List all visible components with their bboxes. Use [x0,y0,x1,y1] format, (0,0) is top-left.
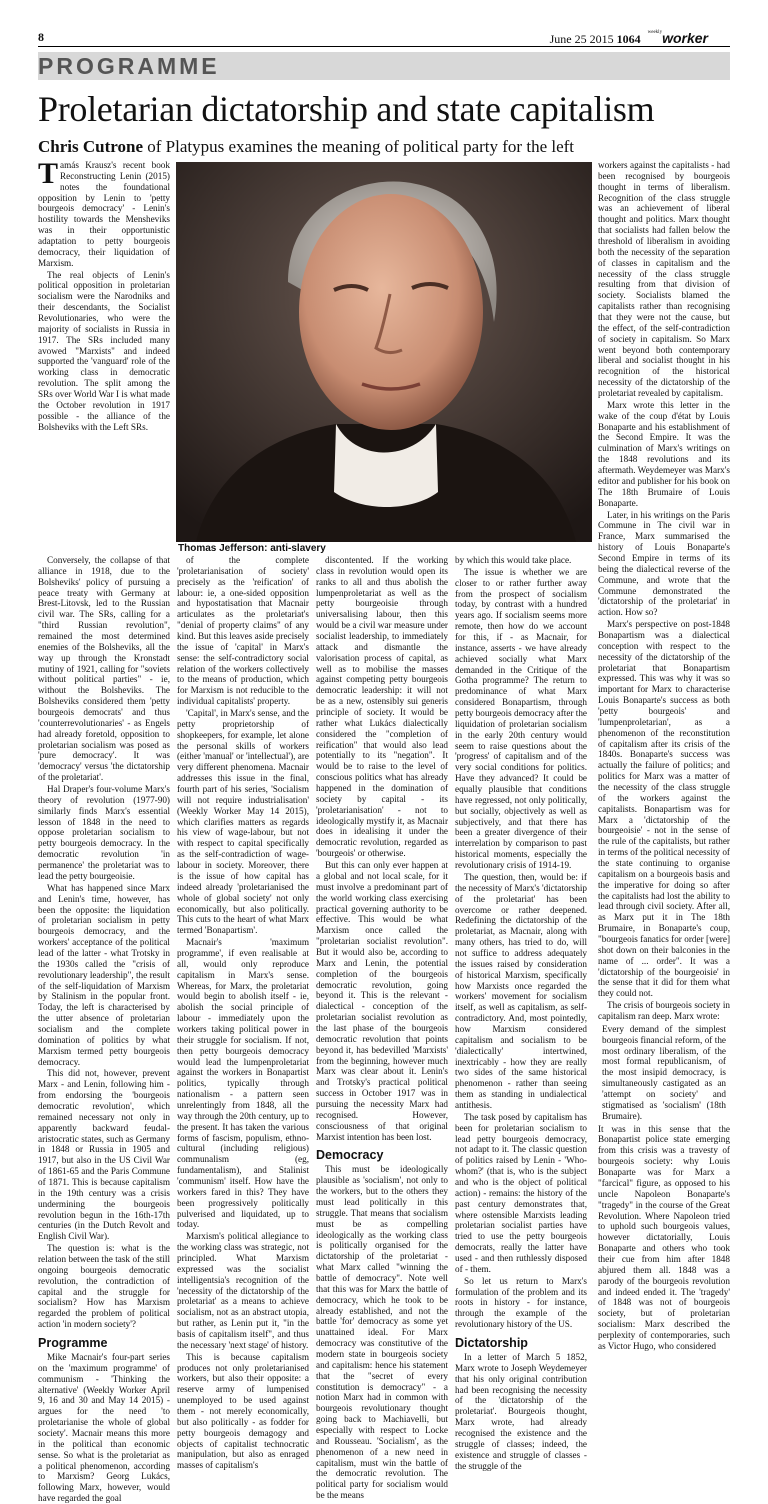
paragraph: by which this would take place. [455,555,572,565]
column-5 [598,160,730,1351]
portrait-image [176,162,592,542]
column-1-top [38,157,170,550]
subheading-dictatorship: Dictatorship [455,1336,528,1351]
paragraph: Marx wrote this letter in the wake of the coup d'état by Louis Bonaparte and his establishment of the Second Empire. It was the culmination of Marx's writings on the 1848 revolutions and its aftermath. Weydemeyer was Marx's editor and publisher for his book on The 18th Brumaire of Louis Bonaparte. [598,399,730,508]
paragraph: The issue is whether we are closer to or rather further away from the prospect of socialism today, by contrast with a hundred years ago. If socialism seems more remote, then how do we account for this, if - as Macnair, for instance, asserts - we have already achieved socially what Marx demanded in the Critique of the Gotha programme? The return to predominance of what Marx considered Bonapartism, through petty bourgeois democracy after the liquidation of proletarian socialism in the early 20th century would seem to raise questions about the 'progress' of capitalism and of the very social conditions for politics. Have they advanced? It could be equally plausible that conditions have regressed, not only politically, but socially, objectively as well as subjectively, and that there has been a greater divergence of their interrelation by comparison to past historical moments, especially the revolutionary crisis of 1914-19. [455,566,587,871]
paragraph: But this can only ever happen at a global and not local scale, for it must involve a predominant part of the world working class exercising practical governing authority to be effective. This would be what Marxism once called the "proletarian socialist revolution". But it would also be, according to Marx and Lenin, the potential completion of the bourgeois democratic revolution, going beyond it. This is the relevant - dialectical - conception of the proletarian socialist revolution as the last phase of the bourgeois democratic revolution that points beyond it, has bedevilled 'Marxists' from the beginning, however much Marx was clear about it. Lenin's and Trotsky's practical political success in October 1917 was in pursuing the necessity Marx had recognised. However, consciousness of that original Marxist intention has been lost. [316,860,448,1142]
paragraph: amás Krausz's recent book Reconstructing Lenin (2015) notes the foundational opposition by Lenin to 'petty bourgeois democracy' - Lenin's hostility towards the Mensheviks was in their opportunistic adaptation to petty bourgeois democracy, their liquidation of Marxism. [38,160,170,268]
issue-date: June 25 2015 [549,32,614,46]
paragraph: Hal Draper's four-volume Marx's theory of revolution (1977-90) similarly finds Marx's essential lesson of 1848 in the need to oppose proletarian socialism to petty bourgeois democracy. In the democratic revolution 'in permanence' the proletariat was to lead the petty bourgeoisie. [38,784,170,881]
paragraph: Later, in his writings on the Paris Commune in The civil war in France, Marx summarised the history of Louis Bonaparte's Second Empire in terms of its being the dialectical reverse of the Commune, and wrote that the Commune demonstrated the 'dictatorship of the proletariat' in action. How so? [598,509,730,618]
column-4 [455,555,587,1471]
author-name: Chris Cutrone [38,137,143,156]
issue-number: 1064 [616,32,641,46]
paragraph: So let us return to Marx's formulation of the problem and its roots in history - for instance, through the example of the revolutionary history of the US. [455,1275,587,1330]
paragraph: Macnair's 'maximum programme', if even realisable at all, would only reproduce capitalism in Marx's sense. Whereas, for Marx, the proletariat would begin to abolish itself - ie, abolish the social principle of labour - immediately upon the workers taking political power in their struggle for socialism. If not, then petty bourgeois democracy would lead the lumpenproletariat against the workers in Bonapartist politics, typically through nationalism - a pattern seen unrelentingly from 1848, all the way through the 20th century, up to the present. It has taken the various forms of fascism, populism, ethno-cultural (including religious) communalism (eg, fundamentalism), and Stalinist 'communism' itself. How have the workers fared in this? They have been progressively politically pulverised and liquidated, up to today. [177,937,309,1230]
subheading-programme: Programme [38,1336,108,1351]
paragraph: The question, then, would be: if the necessity of Marx's 'dictatorship of the proletariat' has been overcome or rather deepened. Redefining the dictatorship of the proletariat, as Macnair, along with many others, has tried to do, will not suffice to address adequately the issues raised by consideration of historical Marxism, specifically how Marxists once regarded the workers' movement for socialism itself, as well as capitalism, as self-contradictory. And, most pointedly, how Marxism considered capitalism and socialism to be 'dialectically' intertwined, inextricably - how they are really two sides of the same historical phenomenon - rather than seeing them as standing in undialectical antithesis. [455,871,587,1110]
logo-superscript: weekly [647,30,663,35]
paragraph: This did not, however, prevent Marx - and Lenin, following him - from endorsing the 'bourgeois democratic revolution', which remained necessary not only in apparently backward feudal-aristocratic states, such as Germany in 1848 or Russia in 1905 and 1917, but also in the US Civil War of 1861-65 and the Paris Commune of 1871. This is because capitalism in the 19th century was a crisis undermining the bourgeois revolution begun in the 16th-17th centuries (in the Dutch Revolt and English Civil War). [38,1068,170,1242]
masthead [550,30,708,47]
paragraph: of the complete 'proletarianisation of society' precisely as the 'reification' of labour: ie, a one-sided opposition and hypostatisation that Macnair articulates as the proletariat's "denial of property claims" of any kind. But this leaves aside precisely the issue of 'capital' in Marx's sense: the self-contradictory social relation of the workers collectively to the means of production, which for Marxism is not reducible to the individual capitalists' property. [177,555,309,707]
portrait-face [299,194,483,430]
paragraph: workers against the capitalists - had been recognised by bourgeois thought in terms of liberalism. Recognition of the class struggle was an achievement of liberal thought and politics. Marx thought that socialists had fallen below the threshold of liberalism in avoiding both the necessity of the separation of classes in capitalism and the necessity of the class struggle resulting from that division of society. Socialists blamed the capitalists rather than recognising that they were not the cause, but the effect, of the self-contradiction of society in capitalism. So Marx went beyond both contemporary liberal and socialist thought in his recognition of the historical necessity of the dictatorship of the proletariat revealed by capitalism. [598,160,730,399]
image-caption: Thomas Jefferson: anti-slavery [178,543,326,554]
standfirst-text: of Platypus examines the meaning of political party for the left [143,137,575,156]
paragraph: discontented. If the working class in revolution would open its ranks to all and thus abolish the lumpenproletariat as well as the petty bourgeoisie through universalising labour, then this would be a civil war measure under socialist leadership, to immediately attack and dismantle the valorisation process of capital, as well as to mobilise the masses against competing petty bourgeois democratic leadership: it will not be as a new, ostensibly sui generis principle of society. It would be rather what Lukács dialectically considered the "completion of reification" that would also lead potentially to its "negation". It would be to raise to the level of conscious politics what has already happened in the domination of society by capital - its 'proletarianisation' - not to ideologically mystify it, as Macnair does in idealising it under the democratic revolution, regarded as 'bourgeois' or otherwise. [316,555,448,859]
standfirst [38,137,738,157]
paragraph: Marxism's political allegiance to the working class was strategic, not principled. What Marxism expressed was the socialist intelligentsia's recognition of the 'necessity of the dictatorship of the proletariat' as a means to achieve socialism, not as an abstract utopia, but rather, as Lenin put it, "in the basis of capitalism itself", and thus the necessary 'next stage' of history. [177,1231,309,1350]
paragraph: This is because capitalism produces not only proletarianised workers, but also their opposite: a reserve army of lumpenised unemployed to be used against them - not merely economically, but also politically - as fodder for petty bourgeois demagogy and objects of capitalist technocratic manipulation, but also as enraged masses of capitalism's [177,1351,309,1471]
column-3 [316,555,448,1501]
paragraph: This must be ideologically plausible as 'socialism', not only to the workers, but to the others they must lead politically in this struggle. That means that socialism must be as compelling ideologically as the working class is politically organised for the dictatorship of the proletariat - what Marx called "winning the battle of democracy". Note well that this was for Marx the battle of democracy, which he took to be already established, and not the battle 'for' democracy as some yet unattained ideal. For Marx democracy was constitutive of the modern state in bourgeois society and capitalism: hence his statement that the "secret of every constitution is democracy" - a notion Marx had in common with bourgeois revolutionary thought going back to Machiavelli, but especially with respect to Locke and Rousseau. 'Socialism', as the phenomenon of a new need in capitalism, must win the battle of the democratic revolution. The political party for socialism would be the means [316,1164,448,1501]
paragraph: The task posed by capitalism has been for proletarian socialism to lead petty bourgeois democracy, not adapt to it. The classic question of politics raised by Lenin - 'Who-whom?' (that is, who is the subject and who is the object of political action) - remains: the history of the past century demonstrates that, where ostensible Marxists leading proletarian socialist parties have tried to use the petty bourgeois democrats, really the latter have used - and then ruthlessly disposed of - them. [455,1111,587,1274]
headline: Proletarian dictatorship and state capitalism [38,89,655,129]
paragraph: What has happened since Marx and Lenin's time, however, has been the opposite: the liquidation of proletarian socialism in petty bourgeois democracy, and the workers' acceptance of the political lead of the latter - what Trotsky in the 1930s called the "crisis of revolutionary leadership", the result of the self-liquidation of Marxism by Stalinism in the popular front. Today, the left is characterised by the utter absence of proletarian socialism and the complete domination of politics by what Marxism termed petty bourgeois democracy. [38,882,170,1067]
column-2 [177,555,309,1471]
portrait-illustration [176,162,592,542]
paragraph: Marx's perspective on post-1848 Bonapartism was a dialectical conception with respect to the necessity of the dictatorship of the proletariat that Bonapartism expressed. This was why it was so important for Marx to characterise Louis Bonaparte's success as both 'petty bourgeois' and 'lumpenproletarian', as a phenomenon of the reconstitution of capitalism after its crisis of the 1840s. Bonaparte's success was actually the failure of politics; and politics for Marx was a matter of the necessity of the class struggle of the workers against the capitalists. Bonapartism was for Marx a 'dictatorship of the bourgeoisie' - not in the sense of the rule of the capitalists, but rather in terms of the political necessity of the state continuing to organise capitalism on a bourgeois basis and the imperative for doing so after the capitalists had lost the ability to lead through civil society. After all, as Marx put it in The 18th Brumaire, in Bonaparte's coup, "bourgeois fanatics for order [were] shot down on their balconies in the name of ... order". It was a 'dictatorship of the bourgeoisie' in the sense that it did for them what they could not. [598,619,730,999]
section-banner [38,52,730,80]
paragraph: The real objects of Lenin's political opposition in proletarian socialism were the Narodniks and their descendants, the Socialist Revolutionaries, who were the majority of socialists in Russia in 1917. The SRs included many avowed "Marxists" and indeed supported the 'vanguard' role of the working class in democratic revolution. The split among the SRs over World War I is what made the October revolution in 1917 possible - the alliance of the Bolsheviks with the Left SRs. [38,269,170,432]
paragraph: Mike Macnair's four-part series on the 'maximum programme' of communism - 'Thinking the alternative' (Weekly Worker April 9, 16 and 30 and May 14 2015) - argues for the need 'to proletarianise the whole of global society'. Macnair means this more in the political than economic sense. So what is the proletariat as a political phenomenon, according to Marxism? Georg Lukács, following Marx, however, would have regarded the goal [38,1352,170,1504]
subheading-democracy: Democracy [316,1148,384,1163]
publication-logo: worker [662,30,708,46]
page-number: 8 [38,30,44,44]
drop-cap: T [38,157,59,190]
column-1 [38,555,170,1504]
paragraph: The question is: what is the relation between the task of the still ongoing bourgeois democratic revolution, the contradiction of capital and the struggle for socialism? How has Marxism regarded the problem of political action 'in modern society'? [38,1243,170,1330]
section-label: PROGRAMME [38,53,220,79]
paragraph: It was in this sense that the Bonapartist police state emerging from this crisis was a travesty of bourgeois society: why Louis Bonaparte was for Marx a "farcical" figure, as opposed to his uncle Napoleon Bonaparte's "tragedy" in the course of the Great Revolution. Where Napoleon tried to uphold such bourgeois values, however dictatorially, Louis Bonaparte and others who took their cue from him after 1848 abjured them all. 1848 was a parody of the bourgeois revolution and indeed ended it. The 'tragedy' of 1848 was not of bourgeois society, but of proletarian socialism: Marx described the perplexity of contemporaries, such as Victor Hugo, who considered [598,1123,730,1351]
paragraph: In a letter of March 5 1852, Marx wrote to Joseph Weydemeyer that his only original contribution had been recognising the necessity of the 'dictatorship of the proletariat'. Bourgeois thought, Marx wrote, had already recognised the existence and the struggle of classes; indeed, the existence and struggle of classes - the struggle of the [455,1352,587,1471]
block-quote: Every demand of the simplest bourgeois financial reform, of the most ordinary liberalism, of the most formal republicanism, of the most insipid democracy, is simultaneously castigated as an 'attempt on society' and stigmatised as 'socialism' (18th Brumaire). [602,1023,726,1121]
top-rule [38,46,730,47]
paragraph: The crisis of bourgeois society in capitalism ran deep. Marx wrote: [598,1000,730,1022]
paragraph: 'Capital', in Marx's sense, and the petty proprietorship of shopkeepers, for example, let alone the personal skills of workers (either 'manual' or 'intellectual'), are very different phenomena. Macnair addresses this issue in the final, fourth part of his series, 'Socialism will not require industrialisation' (Weekly Worker May 14 2015), which clarifies matters as regards his view of wage-labour, but not with respect to capital specifically as the self-contradiction of wage-labour in society. Moreover, there is the issue of how capital has indeed already 'proletarianised the whole of global society' not only economically, but also politically. This cuts to the heart of what Marx termed 'Bonapartism'. [177,708,309,936]
paragraph: Conversely, the collapse of that alliance in 1918, due to the Bolsheviks' policy of pursuing a peace treaty with Germany at Brest-Litovsk, led to the Russian civil war. The SRs, calling for a "third Russian revolution", remained the most determined enemies of the Bolsheviks, all the way up through the Kronstadt mutiny of 1921, calling for "soviets without political parties" - ie, without the Bolsheviks. The Bolsheviks considered them 'petty bourgeois democrats' and thus 'counterrevolutionaries' - as Engels had already foretold, opposition to proletarian socialism was posed as 'pure democracy'. It was 'democracy' versus 'the dictatorship of the proletariat'. [38,555,170,783]
